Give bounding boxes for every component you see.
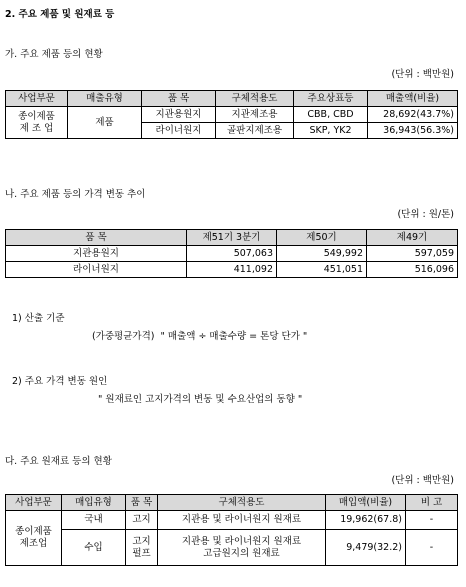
purchase-type-cell: 국내 bbox=[62, 511, 126, 530]
table-row bbox=[6, 246, 458, 262]
price-cell: 516,096 bbox=[367, 262, 458, 278]
column-header: 사업부문 bbox=[6, 495, 62, 511]
division-line: 종이제품 bbox=[18, 110, 55, 122]
column-header: 품 목 bbox=[142, 91, 216, 107]
item-cell: 라이너원지 bbox=[6, 262, 187, 278]
note-calc-basis-title: 1) 산출 기준 bbox=[12, 313, 65, 324]
note-price-cause-body: " 원재료인 고지가격의 변동 및 수요산업의 동향 " bbox=[98, 394, 303, 405]
use-cell bbox=[158, 530, 326, 566]
column-header: 품 목 bbox=[126, 495, 158, 511]
column-header: 구체적용도 bbox=[216, 91, 294, 107]
table-row bbox=[6, 262, 458, 278]
column-header: 제51기 3분기 bbox=[187, 230, 277, 246]
section-c-unit: (단위 : 백만원) bbox=[391, 475, 454, 486]
products-table bbox=[5, 90, 458, 139]
division-cell bbox=[6, 107, 68, 139]
item-cell: 고지 bbox=[126, 511, 158, 530]
section-b-unit: (단위 : 원/톤) bbox=[397, 209, 454, 220]
amount-cell: 9,479(32.2) bbox=[326, 530, 406, 566]
purchase-type-cell: 수입 bbox=[62, 530, 126, 566]
table-header-row bbox=[6, 495, 458, 511]
column-header: 제50기 bbox=[277, 230, 367, 246]
price-cell: 549,992 bbox=[277, 246, 367, 262]
column-header: 매입유형 bbox=[62, 495, 126, 511]
column-header: 주요상표등 bbox=[294, 91, 368, 107]
division-line: 제 조 업 bbox=[19, 122, 54, 134]
column-header: 비 고 bbox=[406, 495, 458, 511]
amount-cell: 19,962(67.8) bbox=[326, 511, 406, 530]
price-cell: 451,051 bbox=[277, 262, 367, 278]
item-cell bbox=[126, 530, 158, 566]
section-b-title: 나. 주요 제품 등의 가격 변동 추이 bbox=[5, 189, 146, 200]
price-cell: 507,063 bbox=[187, 246, 277, 262]
table-header-row bbox=[6, 230, 458, 246]
table-row bbox=[6, 511, 458, 530]
raw-materials-table bbox=[5, 494, 458, 566]
brand-cell: CBB, CBD bbox=[294, 107, 368, 123]
item-cell: 지관용원지 bbox=[142, 107, 216, 123]
division-cell bbox=[6, 511, 62, 566]
note-calc-basis-body: (가중평균가격) " 매출액 ÷ 매출수량 = 톤당 단가 " bbox=[92, 331, 308, 342]
document-heading: 2. 주요 제품 및 원재료 등 bbox=[5, 9, 115, 20]
use-cell: 골판지제조용 bbox=[216, 123, 294, 139]
price-trend-table bbox=[5, 229, 458, 278]
column-header: 매출액(비율) bbox=[368, 91, 458, 107]
section-a-unit: (단위 : 백만원) bbox=[391, 69, 454, 80]
division-line: 제조업 bbox=[19, 538, 48, 549]
item-cell: 지관용원지 bbox=[6, 246, 187, 262]
note-price-cause-title: 2) 주요 가격 변동 원인 bbox=[12, 376, 108, 387]
column-header: 매입액(비율) bbox=[326, 495, 406, 511]
remark-cell: - bbox=[406, 530, 458, 566]
item-line: 펄프 bbox=[132, 547, 151, 559]
table-header-row bbox=[6, 91, 458, 107]
use-cell: 지관제조용 bbox=[216, 107, 294, 123]
sales-cell: 28,692(43.7%) bbox=[368, 107, 458, 123]
table-row bbox=[6, 107, 458, 123]
column-header: 매출유형 bbox=[68, 91, 142, 107]
item-cell: 라이너원지 bbox=[142, 123, 216, 139]
column-header: 제49기 bbox=[367, 230, 458, 246]
use-cell: 지관용 및 라이너원지 원재료 bbox=[158, 511, 326, 530]
brand-cell: SKP, YK2 bbox=[294, 123, 368, 139]
sales-type-cell: 제품 bbox=[68, 107, 142, 139]
section-c-title: 다. 주요 원재료 등의 현황 bbox=[5, 456, 112, 467]
use-line: 고급원지의 원재료 bbox=[203, 547, 280, 559]
sales-cell: 36,943(56.3%) bbox=[368, 123, 458, 139]
column-header: 품 목 bbox=[6, 230, 187, 246]
price-cell: 597,059 bbox=[367, 246, 458, 262]
division-line: 종이제품 bbox=[15, 526, 52, 537]
remark-cell: - bbox=[406, 511, 458, 530]
use-line: 지관용 및 라이너원지 원재료 bbox=[181, 535, 302, 547]
price-cell: 411,092 bbox=[187, 262, 277, 278]
section-a-title: 가. 주요 제품 등의 현황 bbox=[5, 49, 103, 60]
column-header: 구체적용도 bbox=[158, 495, 326, 511]
column-header: 사업부문 bbox=[6, 91, 68, 107]
item-line: 고지 bbox=[132, 535, 151, 547]
table-row bbox=[6, 530, 458, 566]
